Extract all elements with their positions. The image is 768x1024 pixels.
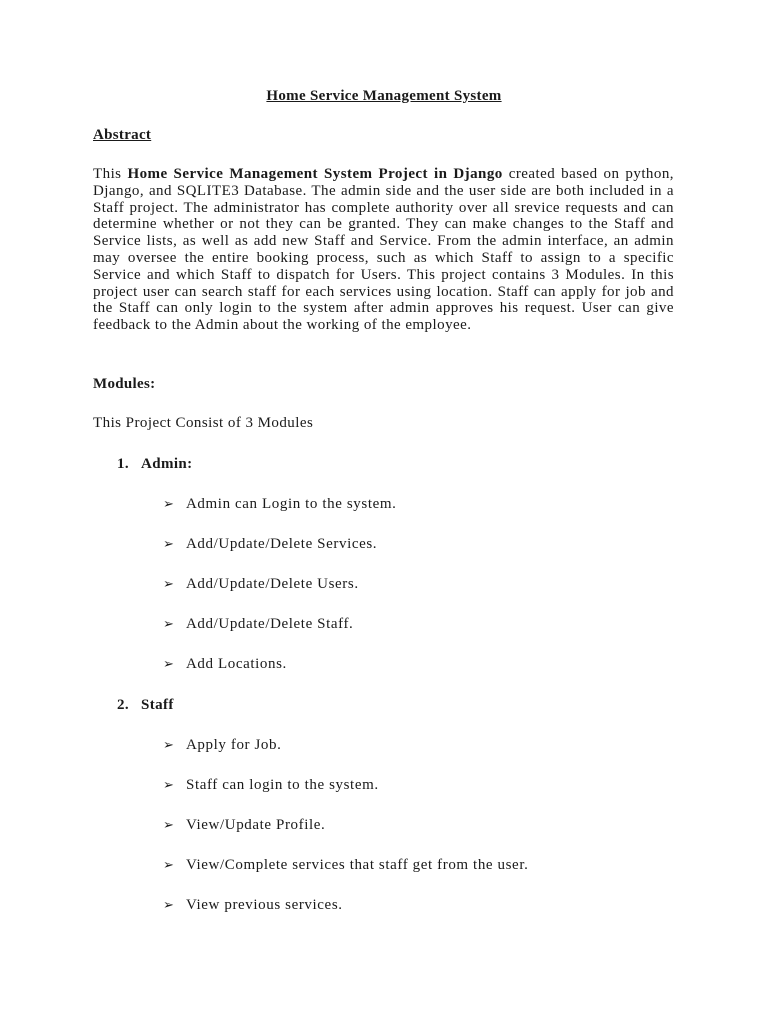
- arrow-bullet-icon: ➢: [163, 577, 175, 592]
- list-item: ➢ Add/Update/Delete Users.: [163, 576, 359, 592]
- modules-heading: Modules:: [93, 376, 156, 392]
- arrow-bullet-icon: ➢: [163, 537, 175, 552]
- arrow-bullet-icon: ➢: [163, 497, 175, 512]
- list-item: ➢ Add/Update/Delete Staff.: [163, 616, 354, 632]
- module-name: Admin:: [141, 456, 193, 472]
- list-item: ➢ View/Update Profile.: [163, 817, 326, 833]
- list-item: ➢ Admin can Login to the system.: [163, 496, 397, 512]
- arrow-bullet-icon: ➢: [163, 818, 175, 833]
- abstract-lead: This: [93, 166, 128, 182]
- document-title: Home Service Management System: [266, 88, 502, 104]
- arrow-bullet-icon: ➢: [163, 778, 175, 793]
- abstract-bold-phrase: Home Service Management System Project in Django: [127, 166, 503, 182]
- abstract-body-text: created based on python, Django, and SQLITE3 Database. The admin side and the user side are both included in a Staff project. The administrator has complete authority over all srevice requests and can determine whether or not they can be granted. They can make changes to the Staff and Service lists, as well as add new Staff and Service. From the admin interface, an admin may oversee the entire booking process, such as which Staff to assign to a specific Service and which Staff to dispatch for Users. This project contains 3 Modules. In this project user can search staff for each services using location. Staff can apply for job and the Staff can only login to the system after admin approves his request. User can give feedback to the Admin about the working of the employee.: [93, 166, 674, 334]
- module-name: Staff: [141, 697, 174, 713]
- arrow-bullet-icon: ➢: [163, 858, 175, 873]
- arrow-bullet-icon: ➢: [163, 738, 175, 753]
- list-item: ➢ View previous services.: [163, 897, 343, 913]
- list-item: ➢ Apply for Job.: [163, 737, 282, 753]
- abstract-heading: Abstract: [93, 127, 152, 143]
- modules-intro: This Project Consist of 3 Modules: [93, 415, 314, 431]
- abstract-paragraph: [93, 166, 674, 334]
- module-heading-admin: [117, 456, 193, 473]
- arrow-bullet-icon: ➢: [163, 657, 175, 672]
- list-item: ➢ Add/Update/Delete Services.: [163, 536, 378, 552]
- list-item: ➢ Staff can login to the system.: [163, 777, 379, 793]
- module-heading-staff: [117, 697, 174, 714]
- list-item: ➢ Add Locations.: [163, 656, 287, 672]
- list-item: ➢ View/Complete services that staff get from the user.: [163, 857, 529, 873]
- module-number: 2.: [117, 697, 130, 713]
- module-number: 1.: [117, 456, 130, 472]
- arrow-bullet-icon: ➢: [163, 617, 175, 632]
- arrow-bullet-icon: ➢: [163, 898, 175, 913]
